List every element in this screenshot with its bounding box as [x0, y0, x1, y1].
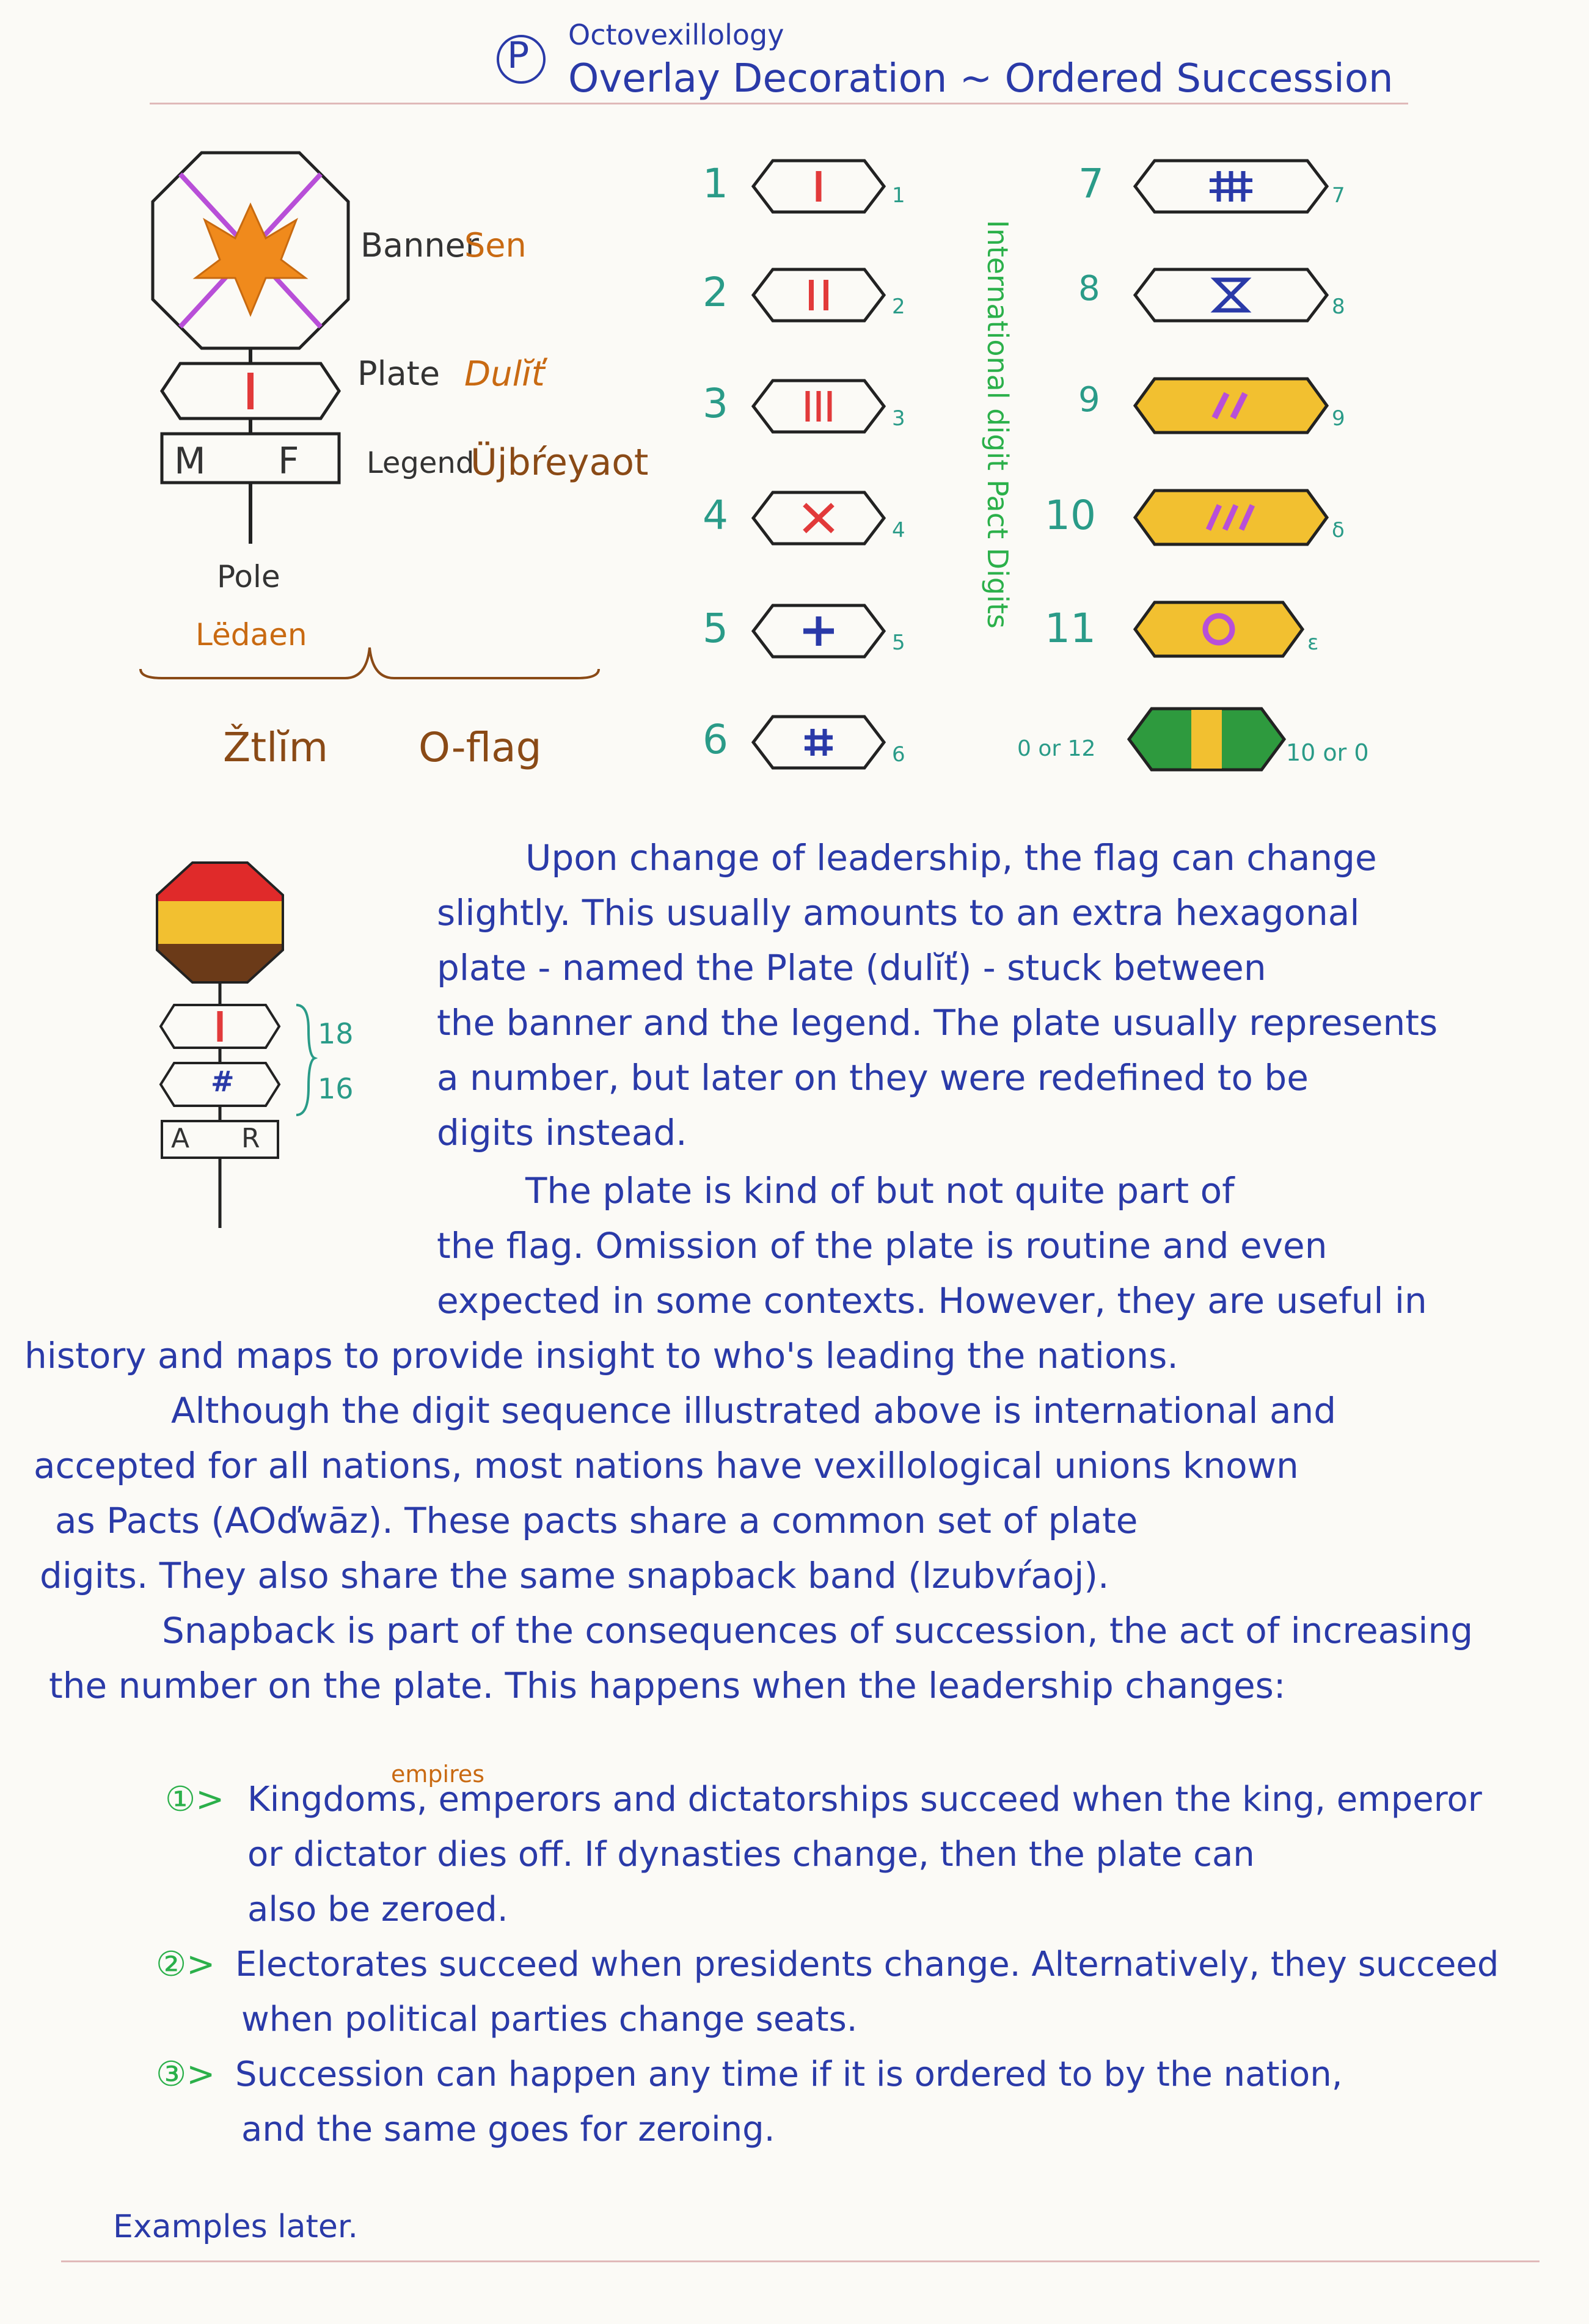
- flag-kind: O-flag: [418, 724, 542, 771]
- anatomy-legend-left: M: [174, 440, 206, 483]
- plate-zero-icon: [1124, 703, 1289, 776]
- text-line: a number, but later on they were redefined to be: [437, 1057, 1309, 1098]
- plate-name: Dulĭť: [464, 354, 545, 394]
- digit-number: 7: [1078, 160, 1104, 207]
- vertical-digits-label: International digit Pact Digits: [981, 220, 1014, 629]
- digit-sub: δ: [1332, 518, 1345, 543]
- footer-rule: [61, 2260, 1540, 2262]
- list-annotation: empires: [391, 1761, 485, 1788]
- plate-label: Plate: [357, 354, 440, 393]
- plate-5-icon: [748, 601, 889, 662]
- plate-10-icon: [1130, 486, 1332, 549]
- digit-sub: 2: [892, 294, 905, 319]
- text-line: when political parties change seats.: [241, 2000, 858, 2039]
- digit-sub: 6: [892, 742, 905, 767]
- text-line: Electorates succeed when presidents change. Alternatively, they succeed: [235, 1945, 1499, 1984]
- digit-number: 1: [703, 160, 728, 207]
- plate-4-icon: [748, 488, 889, 549]
- example-value-18: 18: [318, 1017, 354, 1050]
- example-plate-2: #: [211, 1065, 235, 1098]
- digit-number: 11: [1045, 605, 1096, 652]
- digit-number: 4: [703, 492, 728, 539]
- banner-label: Banner: [360, 226, 480, 265]
- pole-name: Lëdaen: [195, 617, 307, 652]
- plate-3-icon: [748, 376, 889, 437]
- digit-sub: 1: [892, 183, 905, 208]
- text-line: Upon change of leadership, the flag can change: [525, 837, 1377, 879]
- legend-name: Üjbŕeyaot: [470, 441, 649, 484]
- text-line: plate - named the Plate (dulĭť) - stuck between: [437, 947, 1266, 988]
- text-line: Snapback is part of the consequences of succession, the act of increasing: [162, 1610, 1474, 1651]
- digit-number: 10: [1045, 492, 1096, 539]
- text-line: the flag. Omission of the plate is routine and even: [437, 1225, 1328, 1266]
- text-line: history and maps to provide insight to who's leading the nations.: [24, 1335, 1178, 1376]
- digit-number: 8: [1078, 269, 1100, 309]
- digit-sub: 10 or 0: [1286, 739, 1369, 766]
- text-line: as Pacts (AOďwāz). These pacts share a common set of plate: [55, 1500, 1138, 1541]
- plate-11-icon: [1130, 597, 1307, 661]
- list-marker: ②>: [156, 1945, 216, 1984]
- text-line: slightly. This usually amounts to an extra hexagonal: [437, 892, 1360, 934]
- example-legend-right: R: [241, 1123, 260, 1154]
- text-line: expected in some contexts. However, they are useful in: [437, 1280, 1427, 1321]
- text-line: accepted for all nations, most nations have vexillological unions known: [34, 1445, 1299, 1486]
- text-line: digits instead.: [437, 1112, 687, 1153]
- digit-number: 3: [703, 380, 728, 427]
- plate-8-icon: [1130, 265, 1332, 326]
- digit-sub: 3: [892, 406, 905, 431]
- page-badge: P: [507, 34, 530, 77]
- plate-7-icon: [1130, 156, 1332, 217]
- digit-number: 6: [703, 716, 728, 763]
- digit-number: 5: [703, 605, 728, 652]
- example-legend-left: A: [171, 1123, 190, 1154]
- text-line: also be zeroed.: [247, 1890, 508, 1929]
- digit-sub: 8: [1332, 294, 1345, 319]
- digit-sub: 9: [1332, 406, 1345, 431]
- text-line: digits. They also share the same snapback band (lzubvŕaoj).: [40, 1555, 1109, 1596]
- digit-sub: 7: [1332, 183, 1345, 208]
- legend-label: Legend: [367, 446, 475, 480]
- list-marker: ③>: [156, 2055, 216, 2094]
- text-line: The plate is kind of but not quite part of: [525, 1170, 1235, 1211]
- brace-icon: [293, 1002, 318, 1118]
- footer-note: Examples later.: [113, 2209, 359, 2245]
- page-subtitle: Octovexillology: [568, 18, 784, 51]
- text-line: or dictator dies off. If dynasties change, then the plate can: [247, 1835, 1255, 1874]
- header-rule: [150, 103, 1408, 104]
- example-value-16: 16: [318, 1072, 354, 1105]
- plate-1-icon: [748, 156, 889, 217]
- digit-sub: ɛ: [1307, 630, 1319, 655]
- pole-label: Pole: [217, 559, 280, 594]
- digit-number: 2: [703, 269, 728, 316]
- text-line: Kingdoms, emperors and dictatorships succeed when the king, emperor: [247, 1780, 1482, 1819]
- list-marker: ①>: [165, 1780, 225, 1819]
- example-flag-drawing: [150, 855, 290, 1234]
- text-line: the banner and the legend. The plate usually represents: [437, 1002, 1438, 1043]
- text-line: and the same goes for zeroing.: [241, 2110, 775, 2149]
- digit-sub: 5: [892, 630, 905, 655]
- flag-name: Žtlĭm: [223, 724, 329, 771]
- digit-number: 9: [1078, 380, 1100, 420]
- text-line: the number on the plate. This happens when the leadership changes:: [49, 1665, 1286, 1706]
- digit-sub: 4: [892, 518, 905, 543]
- plate-6-icon: [748, 712, 889, 773]
- text-line: Although the digit sequence illustrated above is international and: [171, 1390, 1337, 1431]
- plate-2-icon: [748, 265, 889, 326]
- banner-name: Sen: [464, 226, 527, 265]
- digit-number: 0 or 12: [1017, 736, 1096, 761]
- anatomy-legend-right: F: [278, 440, 299, 483]
- page-title: Overlay Decoration ~ Ordered Succession: [568, 56, 1394, 101]
- brace-icon: [137, 641, 602, 684]
- text-line: Succession can happen any time if it is ordered to by the nation,: [235, 2055, 1343, 2094]
- plate-9-icon: [1130, 374, 1332, 437]
